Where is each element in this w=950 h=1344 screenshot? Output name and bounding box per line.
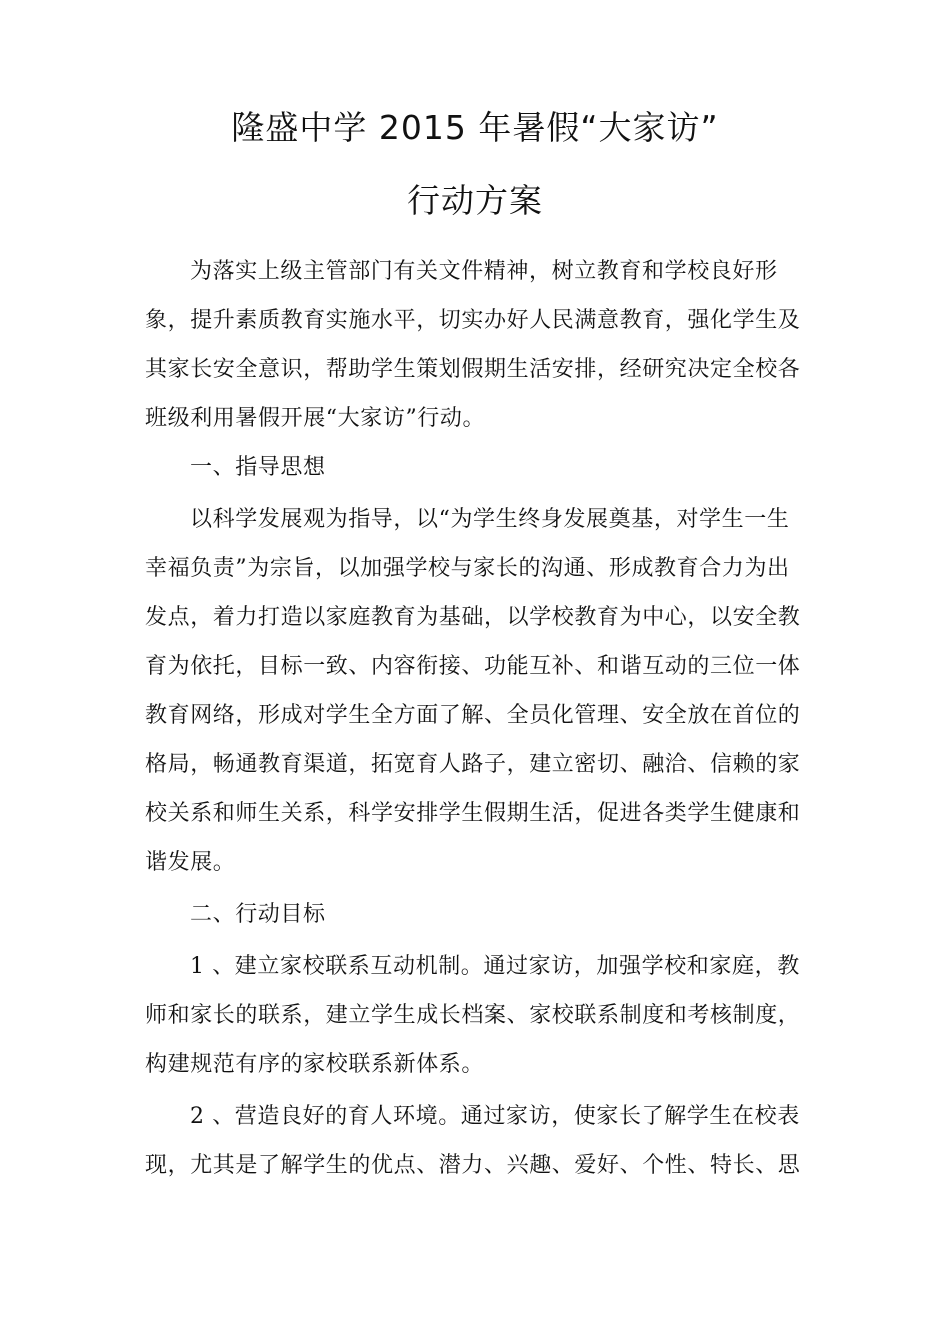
document-title: 隆盛中学 2015 年暑假“大家访” — [231, 108, 719, 147]
paragraph-line: 以科学发展观为指导，以“为学生终身发展奠基，对学生一生 — [190, 507, 790, 532]
section-heading: 一、指导思想 — [190, 455, 326, 480]
paragraph-line: 1 、建立家校联系互动机制。通过家访，加强学校和家庭，教 — [190, 954, 800, 979]
document-subtitle: 行动方案 — [407, 181, 543, 220]
paragraph-line: 班级利用暑假开展“大家访”行动。 — [145, 406, 486, 431]
paragraph-line: 校关系和师生关系，科学安排学生假期生活，促进各类学生健康和 — [145, 801, 801, 826]
paragraph-line: 教育网络，形成对学生全方面了解、全员化管理、安全放在首位的 — [145, 703, 801, 728]
paragraph-line: 谐发展。 — [145, 850, 236, 875]
paragraph-line: 现，尤其是了解学生的优点、潜力、兴趣、爱好、个性、特长、思 — [145, 1153, 801, 1178]
paragraph-line: 2 、营造良好的育人环境。通过家访，使家长了解学生在校表 — [190, 1104, 800, 1129]
paragraph-line: 发点，着力打造以家庭教育为基础，以学校教育为中心，以安全教 — [145, 605, 801, 630]
paragraph-line: 象，提升素质教育实施水平，切实办好人民满意教育，强化学生及 — [145, 308, 801, 333]
paragraph-line: 构建规范有序的家校联系新体系。 — [145, 1052, 485, 1077]
paragraph-line: 育为依托，目标一致、内容衔接、功能互补、和谐互动的三位一体 — [145, 654, 801, 679]
section-heading: 二、行动目标 — [190, 902, 326, 927]
paragraph-line: 幸福负责”为宗旨，以加强学校与家长的沟通、形成教育合力为出 — [145, 556, 790, 581]
paragraph-line: 为落实上级主管部门有关文件精神，树立教育和学校良好形 — [190, 259, 778, 284]
paragraph-line: 其家长安全意识，帮助学生策划假期生活安排，经研究决定全校各 — [145, 357, 801, 382]
paragraph-line: 师和家长的联系，建立学生成长档案、家校联系制度和考核制度， — [145, 1003, 801, 1028]
paragraph-line: 格局，畅通教育渠道，拓宽育人路子，建立密切、融洽、信赖的家 — [145, 752, 801, 777]
